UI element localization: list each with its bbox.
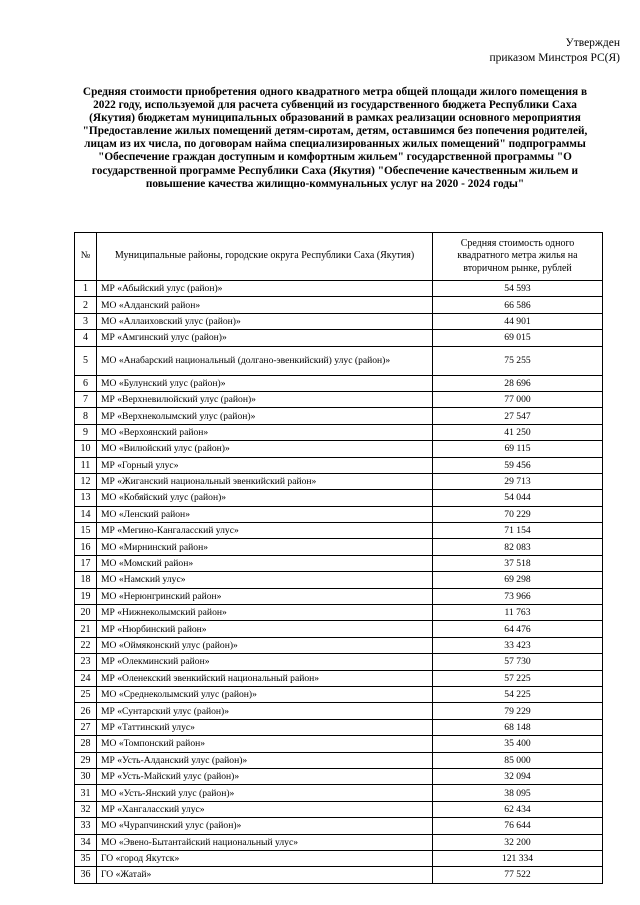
- row-cost: 41 250: [433, 424, 603, 440]
- approval-line-1: Утвержден: [565, 37, 620, 49]
- row-cost: 69 298: [433, 572, 603, 588]
- row-municipality: МО «Алданский район»: [97, 297, 433, 313]
- row-cost: 29 713: [433, 473, 603, 489]
- approval-stamp: [420, 36, 620, 66]
- row-number: 32: [75, 801, 97, 817]
- row-municipality: МО «Кобяйский улус (район)»: [97, 490, 433, 506]
- row-municipality: МР «Нюрбинский район»: [97, 621, 433, 637]
- row-municipality: МО «Томпонский район»: [97, 736, 433, 752]
- row-number: 34: [75, 834, 97, 850]
- row-number: 30: [75, 768, 97, 784]
- table-row: [75, 752, 603, 768]
- table-row: [75, 834, 603, 850]
- row-municipality: МО «Верхоянский район»: [97, 424, 433, 440]
- row-municipality: МО «Усть-Янский улус (район)»: [97, 785, 433, 801]
- row-cost: 28 696: [433, 375, 603, 391]
- row-number: 7: [75, 391, 97, 407]
- row-municipality: МО «Оймяконский улус (район)»: [97, 637, 433, 653]
- row-municipality: МО «Чурапчинский улус (район)»: [97, 818, 433, 834]
- row-cost: 64 476: [433, 621, 603, 637]
- row-number: 36: [75, 867, 97, 883]
- row-number: 24: [75, 670, 97, 686]
- row-number: 26: [75, 703, 97, 719]
- row-cost: 57 730: [433, 654, 603, 670]
- row-number: 6: [75, 375, 97, 391]
- row-cost: 33 423: [433, 637, 603, 653]
- row-cost: 77 522: [433, 867, 603, 883]
- table-row: [75, 818, 603, 834]
- table-row: [75, 330, 603, 346]
- row-municipality: МО «Нерюнгринский район»: [97, 588, 433, 604]
- document-title: Средняя стоимости приобретения одного квадратного метра общей площади жилого помещения в 2022 году, используемой для расчета субвенций из государственного бюджета Республики Саха (Якутия) бюджетам муниципальных образований в рамках реализации основного мероприятия "Предоставление жилых помещений детям-сиротам, детям, оставшимся без попечения родителей, лицам из их числа, по договорам найма специализированных жилых помещений" подпрограммы "Обеспечение граждан доступным и комфортным жильем" государственной программы "О государственной программе Республики Саха (Якутия) "Обеспечение качественным жильем и повышение качества жилищно-коммунальных услуг на 2020 - 2024 годы": [82, 86, 588, 190]
- table-row: [75, 605, 603, 621]
- row-cost: 69 015: [433, 330, 603, 346]
- table-row: [75, 457, 603, 473]
- row-municipality: МР «Сунтарский улус (район)»: [97, 703, 433, 719]
- row-number: 13: [75, 490, 97, 506]
- table-row: [75, 867, 603, 883]
- table-row: [75, 539, 603, 555]
- table-row: [75, 588, 603, 604]
- row-municipality: МР «Усть-Майский улус (район)»: [97, 768, 433, 784]
- table-row: [75, 313, 603, 329]
- row-number: 9: [75, 424, 97, 440]
- row-municipality: МР «Верхнеколымский улус (район)»: [97, 408, 433, 424]
- table-row: [75, 686, 603, 702]
- row-number: 17: [75, 555, 97, 571]
- row-number: 27: [75, 719, 97, 735]
- row-cost: 59 456: [433, 457, 603, 473]
- row-municipality: ГО «Жатай»: [97, 867, 433, 883]
- row-municipality: МО «Ленский район»: [97, 506, 433, 522]
- row-municipality: МО «Среднеколымский улус (район)»: [97, 686, 433, 702]
- row-number: 2: [75, 297, 97, 313]
- table-row: [75, 572, 603, 588]
- row-cost: 121 334: [433, 850, 603, 866]
- approval-line-2: приказом Минстроя РС(Я): [489, 52, 620, 64]
- row-cost: 32 200: [433, 834, 603, 850]
- row-municipality: МО «Момский район»: [97, 555, 433, 571]
- row-cost: 35 400: [433, 736, 603, 752]
- table-row: [75, 703, 603, 719]
- row-municipality: МО «Булунский улус (район)»: [97, 375, 433, 391]
- table-row: [75, 785, 603, 801]
- row-cost: 76 644: [433, 818, 603, 834]
- row-cost: 82 083: [433, 539, 603, 555]
- row-municipality: ГО «город Якутск»: [97, 850, 433, 866]
- row-cost: 54 593: [433, 281, 603, 297]
- row-number: 31: [75, 785, 97, 801]
- row-cost: 69 115: [433, 441, 603, 457]
- row-municipality: МР «Нижнеколымский район»: [97, 605, 433, 621]
- row-cost: 37 518: [433, 555, 603, 571]
- row-municipality: МР «Жиганский национальный эвенкийский район»: [97, 473, 433, 489]
- row-municipality: МО «Вилюйский улус (район)»: [97, 441, 433, 457]
- table-row: [75, 424, 603, 440]
- table-header-row: [75, 233, 603, 281]
- row-municipality: МР «Таттинский улус»: [97, 719, 433, 735]
- table-row: [75, 850, 603, 866]
- row-municipality: МР «Горный улус»: [97, 457, 433, 473]
- row-municipality: МР «Усть-Алданский улус (район)»: [97, 752, 433, 768]
- row-number: 23: [75, 654, 97, 670]
- row-cost: 62 434: [433, 801, 603, 817]
- row-number: 12: [75, 473, 97, 489]
- row-number: 4: [75, 330, 97, 346]
- row-cost: 32 094: [433, 768, 603, 784]
- table-row: [75, 555, 603, 571]
- table-row: [75, 719, 603, 735]
- table-row: [75, 670, 603, 686]
- row-cost: 85 000: [433, 752, 603, 768]
- row-number: 8: [75, 408, 97, 424]
- row-municipality: МР «Абыйский улус (район)»: [97, 281, 433, 297]
- row-municipality: МР «Хангаласский улус»: [97, 801, 433, 817]
- row-number: 11: [75, 457, 97, 473]
- table-row: [75, 637, 603, 653]
- table-row: [75, 506, 603, 522]
- table-row: [75, 375, 603, 391]
- row-cost: 71 154: [433, 523, 603, 539]
- table-row: [75, 621, 603, 637]
- table-row: [75, 281, 603, 297]
- table-body: [75, 281, 603, 884]
- table-row: [75, 297, 603, 313]
- header-municipality: Муниципальные районы, городские округа Республики Саха (Якутия): [97, 233, 433, 281]
- row-number: 16: [75, 539, 97, 555]
- row-cost: 54 225: [433, 686, 603, 702]
- row-municipality: МО «Эвено-Бытантайский национальный улус»: [97, 834, 433, 850]
- row-cost: 77 000: [433, 391, 603, 407]
- row-municipality: МР «Амгинский улус (район)»: [97, 330, 433, 346]
- row-cost: 11 763: [433, 605, 603, 621]
- row-number: 19: [75, 588, 97, 604]
- row-cost: 54 044: [433, 490, 603, 506]
- header-cost: Средняя стоимость одного квадратного метра жилья на вторичном рынке, рублей: [433, 233, 603, 281]
- row-number: 10: [75, 441, 97, 457]
- row-cost: 70 229: [433, 506, 603, 522]
- row-cost: 75 255: [433, 346, 603, 375]
- row-number: 22: [75, 637, 97, 653]
- table-row: [75, 391, 603, 407]
- row-cost: 57 225: [433, 670, 603, 686]
- row-cost: 38 095: [433, 785, 603, 801]
- table-row: [75, 408, 603, 424]
- table-row: [75, 346, 603, 375]
- row-cost: 79 229: [433, 703, 603, 719]
- row-municipality: МР «Верхневилюйский улус (район)»: [97, 391, 433, 407]
- row-number: 35: [75, 850, 97, 866]
- table-row: [75, 490, 603, 506]
- row-number: 33: [75, 818, 97, 834]
- row-municipality: МР «Олекминский район»: [97, 654, 433, 670]
- row-municipality: МО «Намский улус»: [97, 572, 433, 588]
- cost-table: [74, 232, 603, 884]
- row-number: 25: [75, 686, 97, 702]
- table-row: [75, 654, 603, 670]
- table-row: [75, 441, 603, 457]
- table-row: [75, 736, 603, 752]
- row-cost: 27 547: [433, 408, 603, 424]
- row-municipality: МО «Мирнинский район»: [97, 539, 433, 555]
- row-number: 20: [75, 605, 97, 621]
- row-municipality: МО «Аллаиховский улус (район)»: [97, 313, 433, 329]
- row-cost: 73 966: [433, 588, 603, 604]
- table-row: [75, 473, 603, 489]
- row-municipality: МО «Анабарский национальный (долгано-эвенкийский) улус (район)»: [97, 346, 433, 375]
- row-cost: 68 148: [433, 719, 603, 735]
- row-number: 28: [75, 736, 97, 752]
- row-number: 29: [75, 752, 97, 768]
- row-number: 5: [75, 346, 97, 375]
- row-number: 18: [75, 572, 97, 588]
- row-number: 15: [75, 523, 97, 539]
- row-municipality: МР «Мегино-Кангаласский улус»: [97, 523, 433, 539]
- row-cost: 66 586: [433, 297, 603, 313]
- header-num: №: [75, 233, 97, 281]
- table-row: [75, 801, 603, 817]
- row-cost: 44 901: [433, 313, 603, 329]
- row-number: 14: [75, 506, 97, 522]
- table-row: [75, 768, 603, 784]
- row-municipality: МР «Оленекский эвенкийский национальный район»: [97, 670, 433, 686]
- row-number: 1: [75, 281, 97, 297]
- row-number: 21: [75, 621, 97, 637]
- table-row: [75, 523, 603, 539]
- row-number: 3: [75, 313, 97, 329]
